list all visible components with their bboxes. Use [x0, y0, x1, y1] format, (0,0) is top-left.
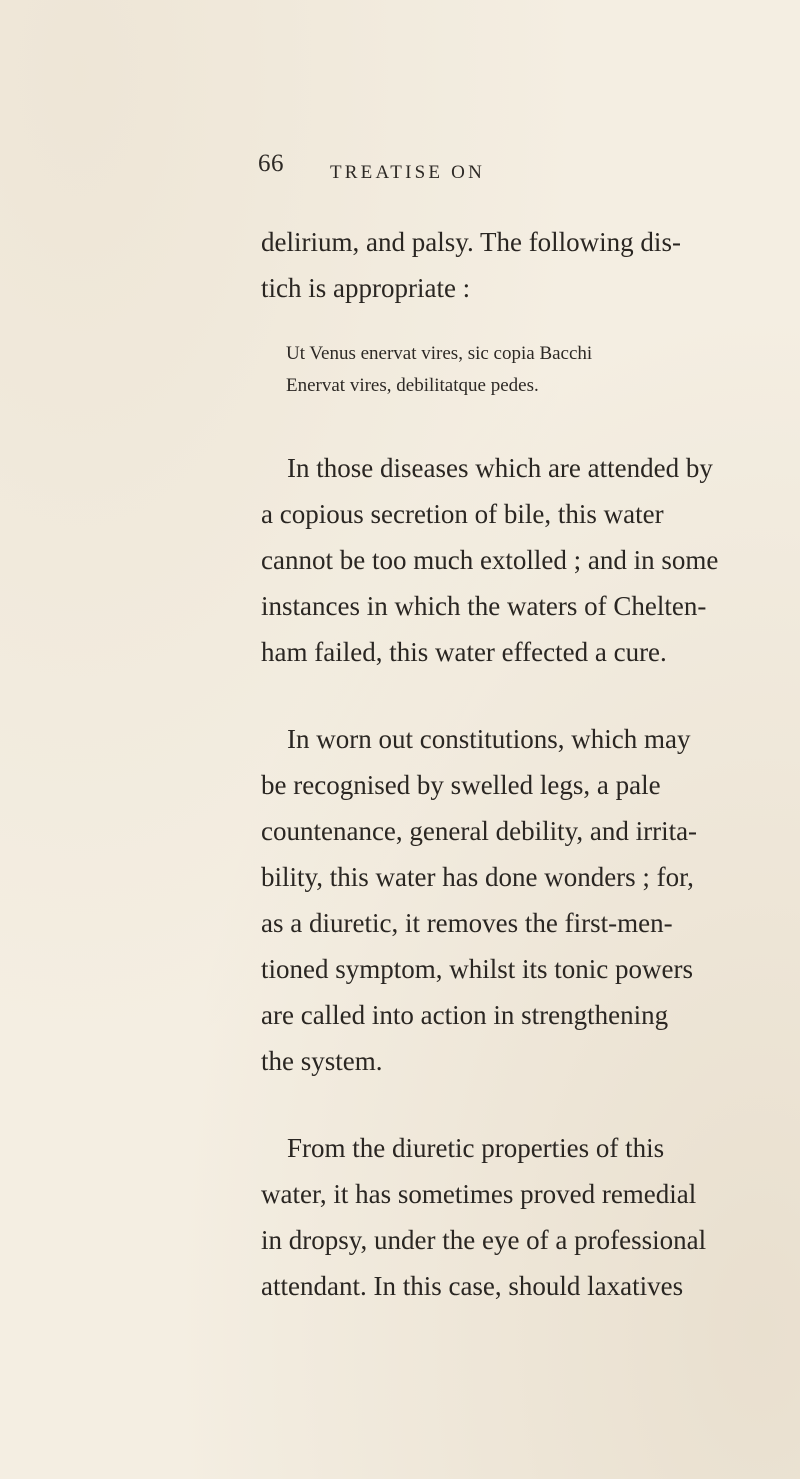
- text-line: water, it has sometimes proved remedial: [261, 1179, 697, 1209]
- text-line: tich is appropriate :: [261, 273, 471, 303]
- text-line: ham failed, this water effected a cure.: [261, 637, 667, 667]
- text-line: countenance, general debility, and irrita-: [261, 816, 698, 846]
- verse-line: Ut Venus enervat vires, sic copia Bacchi: [286, 343, 593, 364]
- text-line: In those diseases which are attended by: [287, 453, 713, 483]
- text-line: as a diuretic, it removes the first-men-: [261, 908, 673, 938]
- text-line: be recognised by swelled legs, a pale: [261, 770, 661, 800]
- text-line: instances in which the waters of Chelten-: [261, 591, 707, 621]
- text-line: cannot be too much extolled ; and in some: [261, 545, 719, 575]
- text-line: From the diuretic properties of this: [287, 1133, 665, 1163]
- page-number: 66: [258, 150, 284, 177]
- text-line: In worn out constitutions, which may: [287, 724, 691, 754]
- text-line: attendant. In this case, should laxatives: [261, 1271, 684, 1301]
- text-line: a copious secretion of bile, this water: [261, 499, 664, 529]
- text-line: tioned symptom, whilst its tonic powers: [261, 954, 693, 984]
- running-title: TREATISE ON: [330, 162, 485, 183]
- text-line: bility, this water has done wonders ; for,: [261, 862, 694, 892]
- verse-line: Enervat vires, debilitatque pedes.: [286, 375, 539, 396]
- text-line: the system.: [261, 1046, 383, 1076]
- text-line: are called into action in strengthening: [261, 1000, 669, 1030]
- text-line: in dropsy, under the eye of a professional: [261, 1225, 707, 1255]
- text-line: delirium, and palsy. The following dis-: [261, 227, 681, 257]
